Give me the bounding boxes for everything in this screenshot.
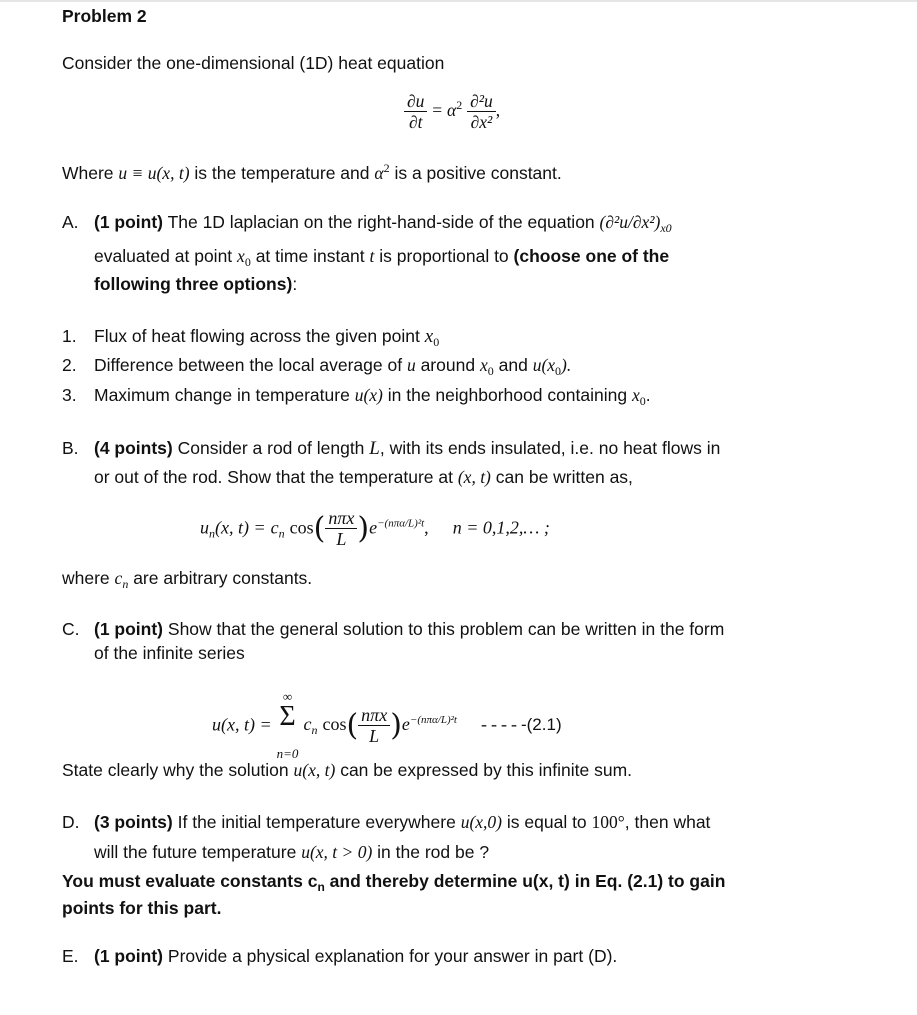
partA-line2b: at time instant bbox=[255, 246, 365, 266]
option-1 bbox=[62, 326, 439, 350]
partC-line1 bbox=[94, 619, 724, 640]
partD-line2 bbox=[94, 842, 489, 863]
option-2-ux-sub: 0 bbox=[555, 364, 562, 378]
partC-frac-num: nπx bbox=[358, 705, 390, 726]
partC-points: (1 point) bbox=[94, 619, 164, 639]
option-1-math-sub: 0 bbox=[433, 335, 440, 349]
partB-eq-lhs: u bbox=[200, 517, 209, 538]
partB-n-range: n = 0,1,2,… ; bbox=[452, 517, 550, 538]
partD-ut: u(x, t > 0) bbox=[301, 842, 373, 862]
where-line bbox=[62, 161, 562, 184]
partC-dashes: ---- bbox=[481, 713, 521, 734]
partA-t: t bbox=[369, 246, 375, 266]
partB-xt: (x, t) bbox=[457, 467, 491, 487]
option-3-rest: in the neighborhood containing bbox=[387, 385, 628, 405]
partC-sum bbox=[277, 690, 299, 760]
option-1-text: Flux of heat flowing across the given point bbox=[94, 326, 420, 346]
partC-state bbox=[62, 760, 632, 781]
partC-c-sub: n bbox=[311, 722, 318, 737]
where-mid: is the temperature and bbox=[194, 163, 370, 183]
partB-where bbox=[62, 568, 312, 592]
option-2 bbox=[62, 355, 571, 379]
partB-cos: cos bbox=[289, 517, 314, 538]
partC-sum-symbol: Σ bbox=[279, 701, 296, 732]
partC-paren-left: ( bbox=[346, 707, 359, 743]
heat-coeff: α bbox=[447, 100, 457, 121]
partB-points: (4 points) bbox=[94, 438, 173, 458]
partA-letter: A. bbox=[62, 212, 79, 232]
partC-state-a: State clearly why the solution bbox=[62, 760, 289, 780]
partC-equation bbox=[212, 690, 562, 760]
heat-rhs-num: ∂²u bbox=[467, 91, 496, 112]
partB-where-c-sub: n bbox=[122, 577, 129, 591]
partC-state-u: u(x, t) bbox=[293, 760, 336, 780]
partD-line1b: is equal to bbox=[506, 812, 587, 832]
partE-line bbox=[94, 946, 617, 967]
partE-points: (1 point) bbox=[94, 946, 164, 966]
partB-paren-right: ) bbox=[357, 511, 370, 546]
partD-bold1-text: You must evaluate constants c bbox=[62, 871, 318, 891]
partB-line1-text: Consider a rod of length bbox=[177, 438, 365, 458]
option-2-and: and bbox=[498, 355, 528, 375]
partB-line1b: , with its ends insulated, i.e. no heat flows in bbox=[379, 438, 721, 458]
partB-where-prefix: where bbox=[62, 568, 110, 588]
partB-exp: −(nπα/L)²t bbox=[377, 517, 425, 530]
partA-points: (1 point) bbox=[94, 212, 164, 232]
partB-where-suffix: are arbitrary constants. bbox=[133, 568, 313, 588]
partD-line2b: in the rod be ? bbox=[377, 842, 490, 862]
option-3-num: 3. bbox=[62, 385, 77, 405]
heat-coeff-exp: 2 bbox=[456, 98, 463, 113]
partD-letter: D. bbox=[62, 812, 80, 832]
where-prefix: Where bbox=[62, 163, 114, 183]
where-suffix: is a positive constant. bbox=[394, 163, 562, 183]
partB-line2b: can be written as, bbox=[495, 467, 633, 487]
partD-u0: u(x,0) bbox=[460, 812, 503, 832]
partA-x0: x bbox=[237, 246, 245, 266]
option-2-num: 2. bbox=[62, 355, 77, 375]
partA-line2a: evaluated at point bbox=[94, 246, 233, 266]
partA-line3 bbox=[94, 274, 297, 295]
top-divider bbox=[0, 0, 917, 2]
partD-bold1 bbox=[62, 871, 725, 894]
partB-line2-text: or out of the rod. Show that the temperature at bbox=[94, 467, 453, 487]
partA-line1-text: The 1D laplacian on the right-hand-side of the equation bbox=[167, 212, 595, 232]
partE-text: Provide a physical explanation for your answer in part (D). bbox=[167, 946, 618, 966]
partC-sum-top: ∞ bbox=[282, 689, 293, 704]
heat-rhs-den: ∂x² bbox=[470, 112, 493, 132]
partC-paren-right: ) bbox=[390, 707, 402, 743]
option-3-text: Maximum change in temperature bbox=[94, 385, 350, 405]
where-alpha: α bbox=[374, 163, 384, 183]
option-1-math: x bbox=[424, 326, 434, 347]
partB-eq-lhs-sub: n bbox=[209, 526, 215, 541]
partC-line1-text: Show that the general solution to this problem can be written in the form bbox=[167, 619, 725, 639]
where-u-def: u ≡ u(x, t) bbox=[118, 163, 190, 183]
partB-frac-den: L bbox=[336, 529, 347, 549]
partD-points: (3 points) bbox=[94, 812, 173, 832]
partA-line1 bbox=[94, 212, 672, 236]
partB-equation: $u_n(x$, $t) = c_n$ cos( $\frac{\text{nπx}}{L}$ )$e^{-(n\pi\alpha/L)^2t}$, n = 0,1,2,… ; bbox=[200, 508, 550, 549]
problem-title: Problem 2 bbox=[62, 6, 147, 26]
partC-eq-lhs: u(x, t) = bbox=[212, 714, 272, 735]
partD-temp: 100° bbox=[591, 812, 625, 832]
heat-tail: , bbox=[495, 100, 501, 121]
option-3 bbox=[62, 385, 651, 409]
partC-state-b: can be expressed by this infinite sum. bbox=[340, 760, 633, 780]
heat-equals: = bbox=[432, 100, 443, 121]
partA-expr-sub: x0 bbox=[660, 221, 672, 235]
partB-paren-left: ( bbox=[313, 511, 326, 546]
option-2-x-sub: 0 bbox=[487, 364, 494, 378]
partB-letter: B. bbox=[62, 438, 79, 458]
partB-e: e bbox=[369, 517, 378, 538]
partD-bold2: points for this part. bbox=[62, 898, 222, 918]
partB-L: L bbox=[369, 438, 380, 459]
partC-letter: C. bbox=[62, 619, 80, 639]
option-3-dot: . bbox=[645, 385, 651, 405]
partB-frac-num: nπx bbox=[325, 508, 357, 529]
intro-text: Consider the one-dimensional (1D) heat equation bbox=[62, 53, 445, 73]
option-3-x: x bbox=[632, 385, 640, 405]
partA-choose2: following three options) bbox=[94, 274, 293, 294]
option-2-u: u bbox=[406, 355, 416, 375]
heat-lhs-den: ∂t bbox=[408, 112, 423, 132]
partC-sum-bottom: n=0 bbox=[276, 746, 299, 761]
partC-e: e bbox=[401, 713, 410, 734]
partC-cos: cos bbox=[322, 713, 347, 734]
partC-label: -(2.1) bbox=[520, 714, 562, 734]
partD-line2a: will the future temperature bbox=[94, 842, 297, 862]
partD-line1c: , then what bbox=[624, 812, 711, 832]
partC-frac-den: L bbox=[369, 725, 380, 746]
partA-line2c: is proportional to bbox=[379, 246, 509, 266]
partA-choose: (choose one of the bbox=[513, 246, 670, 266]
partB-c-sub: n bbox=[278, 526, 285, 541]
option-3-x-sub: 0 bbox=[639, 394, 646, 408]
partB-c: c bbox=[270, 517, 279, 538]
heat-equation bbox=[404, 91, 500, 157]
heat-lhs-num: ∂u bbox=[404, 91, 427, 112]
partD-line1a: If the initial temperature everywhere bbox=[177, 812, 456, 832]
partB-eq-args: (x, t) = bbox=[215, 517, 266, 538]
partB-where-c: c bbox=[114, 568, 123, 588]
partC-c: c bbox=[303, 713, 312, 734]
option-2-around: around bbox=[420, 355, 476, 375]
option-1-num: 1. bbox=[62, 326, 77, 346]
partD-line1 bbox=[94, 812, 710, 833]
option-2-text: Difference between the local average of bbox=[94, 355, 403, 375]
partC-line2: of the infinite series bbox=[94, 643, 245, 663]
where-alpha-exp: 2 bbox=[383, 161, 390, 175]
partD-bold1b: and thereby determine u(x, t) in Eq. (2.1) to gain bbox=[324, 871, 726, 891]
option-2-x: x bbox=[479, 355, 488, 375]
partC-exp: −(nπα/L)²t bbox=[409, 713, 457, 726]
partA-x0-sub: 0 bbox=[244, 255, 251, 269]
partD-bold1-sub: n bbox=[317, 880, 325, 894]
partA-expr: (∂²u/∂x²) bbox=[599, 212, 661, 232]
partA-colon: : bbox=[292, 274, 298, 294]
partE-letter: E. bbox=[62, 946, 79, 966]
option-2-ux: u(x bbox=[532, 355, 556, 375]
option-3-ux: u(x) bbox=[354, 385, 383, 405]
partA-line2 bbox=[94, 246, 669, 270]
option-2-ux-end: ). bbox=[561, 355, 572, 375]
partB-line1 bbox=[94, 438, 720, 460]
partB-line2 bbox=[94, 467, 633, 488]
